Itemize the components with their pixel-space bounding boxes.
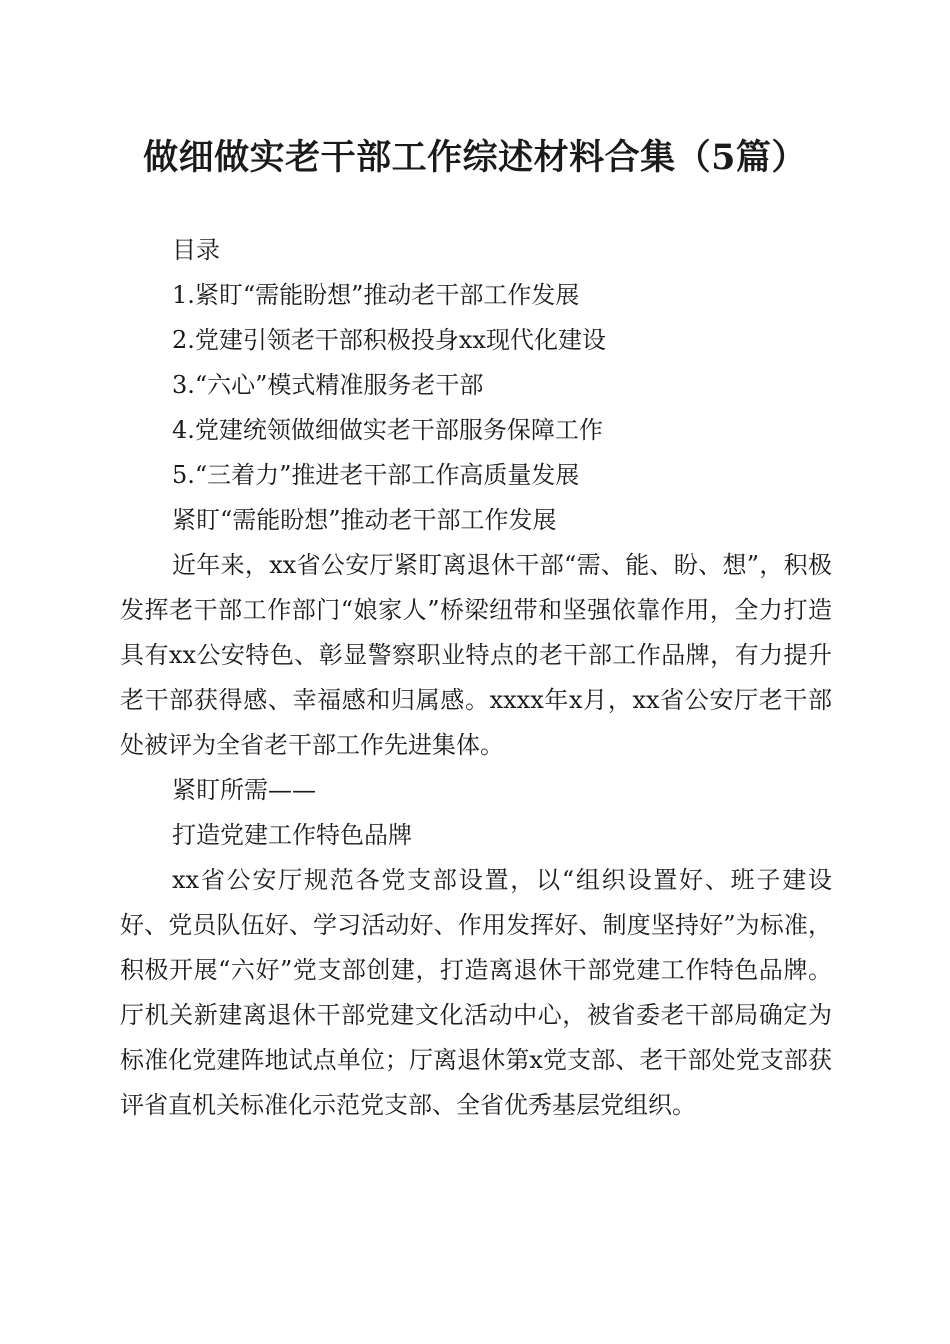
toc-item-4: 4.党建统领做细做实老干部服务保障工作 xyxy=(172,416,603,444)
toc-item-5: 5.“三着力”推进老干部工作高质量发展 xyxy=(172,461,580,489)
document-title: 做细做实老干部工作综述材料合集（5篇） xyxy=(143,137,807,178)
toc-heading: 目录 xyxy=(172,236,220,264)
section-heading-part-1: 紧盯所需—— xyxy=(172,776,316,804)
article-intro-paragraph: 近年来，xx省公安厅紧盯离退休干部“需、能、盼、想”，积极发挥老干部工作部门“娘家人”桥梁纽带和坚强依靠作用，全力打造具有xx公安特色、彰显警察职业特点的老干部工作品牌，有力提升老干部获得感、幸福感和归属感。xxxx年x月，xx省公安厅老干部处被评为全省老干部工作先进集体。 xyxy=(120,551,832,759)
section-body-paragraph: xx省公安厅规范各党支部设置，以“组织设置好、班子建设好、党员队伍好、学习活动好、作用发挥好、制度坚持好”为标准，积极开展“六好”党支部创建，打造离退休干部党建工作特色品牌。厅机关新建离退休干部党建文化活动中心，被省委老干部局确定为标准化党建阵地试点单位；厅离退休第x党支部、老干部处党支部获评省直机关标准化示范党支部、全省优秀基层党组织。 xyxy=(120,866,832,1119)
toc-item-2: 2.党建引领老干部积极投身xx现代化建设 xyxy=(172,326,606,354)
toc-item-3: 3.“六心”模式精准服务老干部 xyxy=(172,371,484,399)
section-heading-part-2: 打造党建工作特色品牌 xyxy=(172,821,412,849)
article-heading: 紧盯“需能盼想”推动老干部工作发展 xyxy=(172,506,557,534)
document-body xyxy=(120,228,832,1128)
toc-item-1: 1.紧盯“需能盼想”推动老干部工作发展 xyxy=(172,281,580,309)
